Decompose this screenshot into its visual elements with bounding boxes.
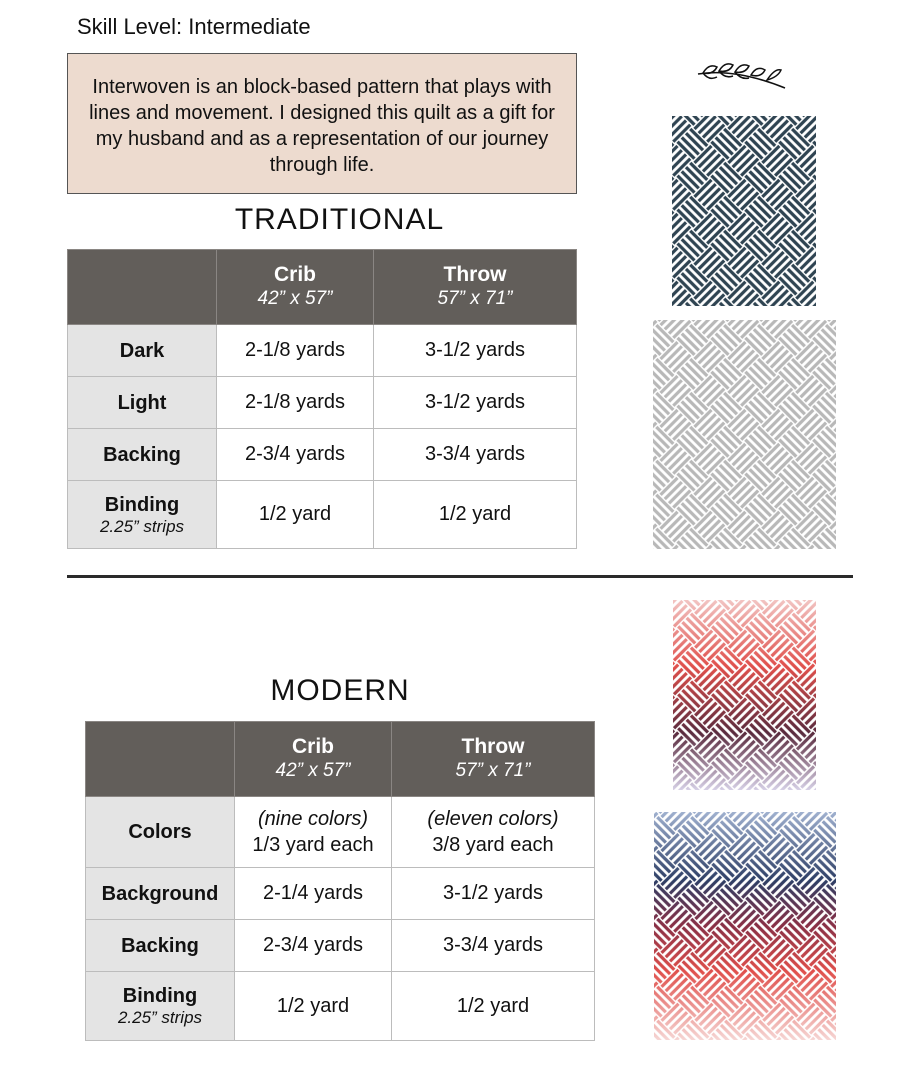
crib-value: 2-3/4 yards [217, 429, 374, 481]
throw-value: 3-3/4 yards [374, 429, 577, 481]
throw-value: 3-1/2 yards [374, 325, 577, 377]
traditional-title: TRADITIONAL [234, 203, 445, 236]
leaf-sprig-icon [695, 54, 790, 92]
skill-level: Skill Level: Intermediate [77, 14, 311, 39]
header-throw [374, 250, 577, 325]
traditional-throw-quilt [653, 320, 836, 549]
cell-note: (nine colors) [257, 808, 369, 830]
header-size: 57” x 71” [437, 288, 513, 309]
row-label: Binding 2.25” strips [86, 972, 235, 1041]
header-name: Crib [274, 263, 316, 286]
crib-value: 2-1/4 yards [235, 868, 392, 920]
table-row [68, 377, 577, 429]
header-size: 57” x 71” [455, 760, 531, 781]
header-name: Throw [443, 263, 507, 286]
table-row [86, 920, 595, 972]
header-name: Throw [461, 735, 525, 758]
header-crib [217, 250, 374, 325]
table-row [68, 481, 577, 549]
table-header-row [68, 250, 577, 325]
table-row [86, 972, 595, 1041]
crib-value: 2-1/8 yards [217, 377, 374, 429]
crib-value: 2-1/8 yards [217, 325, 374, 377]
modern-throw-quilt [654, 812, 836, 1040]
header-blank [68, 250, 217, 325]
modern-crib-quilt [673, 600, 816, 790]
table-row [68, 325, 577, 377]
row-label: Backing [68, 429, 217, 481]
row-label: Light [68, 377, 217, 429]
throw-value: 3-1/2 yards [374, 377, 577, 429]
crib-value: 2-3/4 yards [235, 920, 392, 972]
table-row [86, 868, 595, 920]
cell-value: 1/3 yard each [252, 834, 374, 856]
crib-value: 1/2 yard [217, 481, 374, 549]
row-label: Binding 2.25” strips [68, 481, 217, 549]
cell-note: (eleven colors) [427, 808, 559, 830]
header-throw [392, 722, 595, 797]
traditional-table [67, 249, 577, 549]
throw-value: 3-3/4 yards [392, 920, 595, 972]
row-sublabel: 2.25” strips [117, 1008, 203, 1027]
table-header-row [86, 722, 595, 797]
modern-title: MODERN [270, 674, 410, 707]
table-row [86, 797, 595, 868]
table-row [68, 429, 577, 481]
throw-value: 1/2 yard [392, 972, 595, 1041]
section-divider [67, 575, 853, 578]
traditional-crib-quilt [672, 116, 816, 306]
crib-value: 1/2 yard [235, 972, 392, 1041]
row-sublabel: 2.25” strips [99, 516, 185, 536]
crib-value [235, 797, 392, 868]
header-size: 42” x 57” [275, 760, 351, 781]
intro-box [67, 53, 577, 194]
throw-value [392, 797, 595, 868]
modern-table [85, 721, 595, 1041]
row-label: Colors [86, 797, 235, 868]
header-crib [235, 722, 392, 797]
header-size: 42” x 57” [257, 288, 333, 309]
throw-value: 1/2 yard [374, 481, 577, 549]
row-label: Dark [68, 325, 217, 377]
row-label: Background [86, 868, 235, 920]
header-name: Crib [292, 735, 334, 758]
throw-value: 3-1/2 yards [392, 868, 595, 920]
intro-text: Interwoven is an block-based pattern that plays with lines and movement. I designed this quilt as a gift for my husband and as a representation of our journey through life. [89, 76, 555, 176]
row-label: Backing [86, 920, 235, 972]
header-blank [86, 722, 235, 797]
cell-value: 3/8 yard each [432, 834, 554, 856]
